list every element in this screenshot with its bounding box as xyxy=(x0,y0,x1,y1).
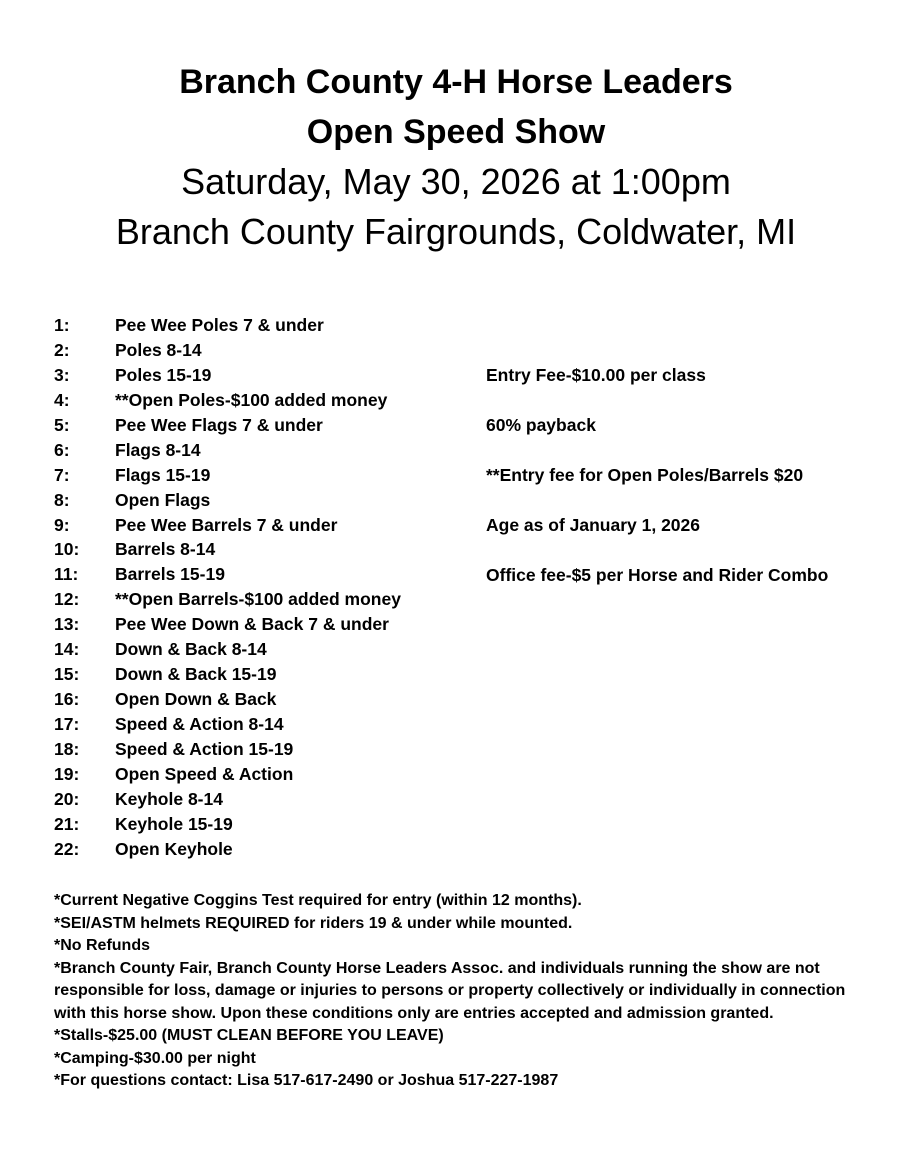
class-row xyxy=(54,338,401,363)
class-name: Pee Wee Down & Back 7 & under xyxy=(115,614,389,635)
class-row xyxy=(54,587,401,612)
class-row xyxy=(54,363,401,388)
class-name: **Open Poles-$100 added money xyxy=(115,389,388,410)
class-row xyxy=(54,687,401,712)
class-number: 6: xyxy=(54,439,70,460)
class-name: Speed & Action 15-19 xyxy=(115,738,294,759)
class-row xyxy=(54,662,401,687)
coggins-rule: *Current Negative Coggins Test required for entry (within 12 months). xyxy=(54,892,582,909)
class-row xyxy=(54,513,401,538)
class-row xyxy=(54,413,401,438)
stalls-rule: *Stalls-$25.00 (MUST CLEAN BEFORE YOU LEAVE) xyxy=(54,1027,444,1044)
class-number: 2: xyxy=(54,339,70,360)
class-number: 15: xyxy=(54,664,80,685)
class-number: 12: xyxy=(54,589,80,610)
class-row xyxy=(54,438,401,463)
class-number: 14: xyxy=(54,639,80,660)
class-number: 13: xyxy=(54,614,80,635)
class-name: Pee Wee Poles 7 & under xyxy=(115,315,324,335)
class-number: 7: xyxy=(54,464,70,485)
event-date: Saturday, May 30, 2026 at 1:00pm xyxy=(181,161,731,202)
page-subtitle: Open Speed Show xyxy=(306,113,606,151)
office-fee-note: Office fee-$5 per Horse and Rider Combo xyxy=(486,564,829,585)
class-name: Barrels 8-14 xyxy=(115,539,216,560)
class-number: 3: xyxy=(54,364,70,385)
class-number: 8: xyxy=(54,489,70,510)
class-name: Open Flags xyxy=(115,489,211,510)
class-number: 9: xyxy=(54,514,70,535)
rules-section xyxy=(54,890,874,1093)
class-name: Keyhole 8-14 xyxy=(115,788,223,809)
contact-info: *For questions contact: Lisa 517-617-2490 or Joshua 517-227-1987 xyxy=(54,1072,559,1089)
class-name: Flags 8-14 xyxy=(115,439,201,460)
helmet-rule: *SEI/ASTM helmets REQUIRED for riders 19 & under while mounted. xyxy=(54,914,573,932)
class-row xyxy=(54,712,401,737)
age-note: Age as of January 1, 2026 xyxy=(486,514,700,535)
class-name: Keyhole 15-19 xyxy=(115,813,233,834)
class-name: Down & Back 8-14 xyxy=(115,639,267,660)
class-row xyxy=(54,787,401,812)
class-row xyxy=(54,537,401,562)
class-row xyxy=(54,313,401,338)
class-number: 20: xyxy=(54,788,80,809)
class-number: 11: xyxy=(54,564,79,585)
class-number: 10: xyxy=(54,539,80,560)
class-name: Poles 8-14 xyxy=(115,339,202,360)
class-list xyxy=(54,313,401,862)
class-number: 19: xyxy=(54,763,80,784)
class-number: 5: xyxy=(54,414,70,435)
camping-rule: *Camping-$30.00 per night xyxy=(54,1049,256,1067)
refund-rule: *No Refunds xyxy=(54,937,150,954)
class-row xyxy=(54,388,401,413)
class-name: Pee Wee Flags 7 & under xyxy=(115,414,323,435)
page-title: Branch County 4-H Horse Leaders xyxy=(179,63,733,101)
class-number: 4: xyxy=(54,389,70,410)
class-number: 17: xyxy=(54,714,80,734)
class-row xyxy=(54,737,401,762)
class-row xyxy=(54,762,401,787)
class-row xyxy=(54,562,401,587)
open-entry-fee-note: **Entry fee for Open Poles/Barrels $20 xyxy=(486,464,804,485)
liability-disclaimer: *Branch County Fair, Branch County Horse Leaders Assoc. and individuals running the show are not responsible for loss, damage or injuries to persons or property collectively or individually in connection with this horse show. Upon these conditions only are entries accepted and admission granted. xyxy=(54,959,846,1022)
class-number: 1: xyxy=(54,315,70,335)
entry-fee-note: Entry Fee-$10.00 per class xyxy=(486,365,706,385)
event-location: Branch County Fairgrounds, Coldwater, MI xyxy=(115,211,797,252)
class-number: 18: xyxy=(54,738,80,759)
class-name: Flags 15-19 xyxy=(115,464,211,485)
class-name: Open Down & Back xyxy=(115,689,277,710)
class-row xyxy=(54,812,401,837)
class-number: 22: xyxy=(54,838,80,859)
class-name: **Open Barrels-$100 added money xyxy=(115,589,401,610)
class-row xyxy=(54,463,401,488)
class-row xyxy=(54,837,401,862)
class-name: Open Keyhole xyxy=(115,838,233,859)
payback-note: 60% payback xyxy=(486,414,596,435)
class-name: Poles 15-19 xyxy=(115,364,212,385)
class-number: 16: xyxy=(54,689,80,710)
class-name: Pee Wee Barrels 7 & under xyxy=(115,514,338,535)
class-number: 21: xyxy=(54,813,80,834)
class-name: Speed & Action 8-14 xyxy=(115,714,284,734)
class-name: Barrels 15-19 xyxy=(115,564,225,585)
class-name: Open Speed & Action xyxy=(115,763,294,784)
class-row xyxy=(54,488,401,513)
class-row xyxy=(54,612,401,637)
class-row xyxy=(54,637,401,662)
fee-notes xyxy=(486,363,828,612)
class-name: Down & Back 15-19 xyxy=(115,664,277,685)
